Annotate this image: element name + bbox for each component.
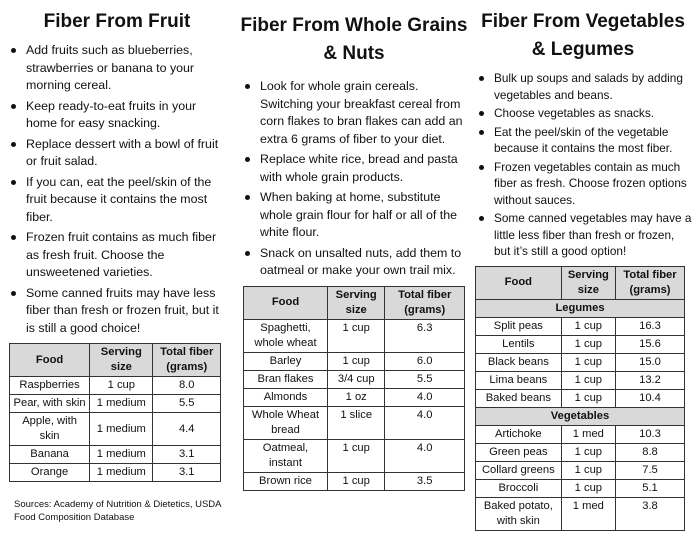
serving-cell: 1 medium — [90, 395, 153, 413]
table-row — [476, 389, 685, 407]
fruit-title: Fiber From Fruit — [43, 11, 191, 32]
header-serving: Serving size — [561, 266, 615, 299]
list-item: Some canned vegetables may have a little less fiber than fresh or frozen, but it’s still a good option! — [474, 210, 692, 260]
fiber-cell: 6.3 — [385, 319, 465, 352]
food-cell: Baked beans — [476, 389, 562, 407]
serving-cell: 1 cup — [327, 439, 384, 472]
section-row-legumes — [476, 299, 685, 317]
header-food: Food — [244, 286, 328, 319]
table-row — [476, 461, 685, 479]
fiber-cell: 3.1 — [153, 446, 221, 464]
header-food: Food — [10, 344, 90, 377]
fiber-cell: 5.5 — [385, 370, 465, 388]
food-cell: Green peas — [476, 443, 562, 461]
list-item: Frozen fruit contains as much fiber as fresh fruit. Choose the unsweetened varieties. — [6, 229, 228, 282]
fruit-tips-list — [6, 42, 228, 337]
header-serving: Serving size — [327, 286, 384, 319]
table-row — [10, 377, 221, 395]
table-row — [244, 472, 465, 490]
food-cell: Banana — [10, 446, 90, 464]
header-food: Food — [476, 266, 562, 299]
food-cell: Almonds — [244, 388, 328, 406]
table-row — [476, 425, 685, 443]
header-serving: Serving size — [90, 344, 153, 377]
food-cell: Brown rice — [244, 472, 328, 490]
table-row — [476, 479, 685, 497]
list-item: Frozen vegetables contain as much fiber as fresh. Choose frozen options without sauces. — [474, 159, 692, 209]
table-row — [244, 370, 465, 388]
serving-cell: 1 med — [561, 497, 615, 530]
sources-note: Sources: Academy of Nutrition & Dietetics, USDA Food Composition Database — [14, 499, 221, 523]
list-item: Snack on unsalted nuts, add them to oatmeal or make your own trail mix. — [240, 245, 468, 280]
list-item: If you can, eat the peel/skin of the fruit because it contains the most fiber. — [6, 174, 228, 227]
fiber-cell: 7.5 — [616, 461, 685, 479]
list-item: Keep ready-to-eat fruits in your home for easy snacking. — [6, 98, 228, 133]
fiber-cell: 3.1 — [153, 464, 221, 482]
header-fiber: Total fiber (grams) — [385, 286, 465, 319]
food-cell: Split peas — [476, 317, 562, 335]
serving-cell: 1 cup — [561, 353, 615, 371]
list-item: When baking at home, substitute whole grain flour for half or all of the white flour. — [240, 189, 468, 242]
food-cell: Lima beans — [476, 371, 562, 389]
table-header-row — [10, 344, 221, 377]
serving-cell: 1 cup — [561, 317, 615, 335]
grains-fiber-table — [243, 286, 465, 491]
grains-title: Fiber From Whole Grains & Nuts — [240, 15, 468, 64]
serving-cell: 1 cup — [90, 377, 153, 395]
section-row-vegetables — [476, 407, 685, 425]
table-row — [476, 353, 685, 371]
header-fiber: Total fiber (grams) — [616, 266, 685, 299]
food-cell: Pear, with skin — [10, 395, 90, 413]
fiber-cell: 13.2 — [616, 371, 685, 389]
table-row — [476, 317, 685, 335]
food-cell: Collard greens — [476, 461, 562, 479]
serving-cell: 1 medium — [90, 464, 153, 482]
fiber-cell: 4.0 — [385, 406, 465, 439]
table-row — [244, 406, 465, 439]
table-header-row — [244, 286, 465, 319]
table-row — [476, 443, 685, 461]
table-row — [10, 413, 221, 446]
fiber-cell: 15.6 — [616, 335, 685, 353]
food-cell: Barley — [244, 352, 328, 370]
fiber-cell: 16.3 — [616, 317, 685, 335]
serving-cell: 1 cup — [561, 461, 615, 479]
serving-cell: 1 cup — [561, 371, 615, 389]
list-item: Bulk up soups and salads by adding vegetables and beans. — [474, 70, 692, 103]
serving-cell: 1 oz — [327, 388, 384, 406]
serving-cell: 1 slice — [327, 406, 384, 439]
table-row — [476, 497, 685, 530]
fiber-cell: 10.3 — [616, 425, 685, 443]
vegetables-tips-list — [474, 70, 692, 260]
serving-cell: 1 medium — [90, 446, 153, 464]
table-header-row — [476, 266, 685, 299]
food-cell: Artichoke — [476, 425, 562, 443]
fiber-cell: 5.5 — [153, 395, 221, 413]
fiber-cell: 4.0 — [385, 439, 465, 472]
fiber-cell: 4.4 — [153, 413, 221, 446]
fiber-cell: 15.0 — [616, 353, 685, 371]
grains-tips-list — [240, 78, 468, 280]
header-fiber: Total fiber (grams) — [153, 344, 221, 377]
food-cell: Orange — [10, 464, 90, 482]
table-row — [10, 464, 221, 482]
serving-cell: 1 cup — [327, 319, 384, 352]
fiber-cell: 8.0 — [153, 377, 221, 395]
food-cell: Baked potato, with skin — [476, 497, 562, 530]
food-cell: Lentils — [476, 335, 562, 353]
fiber-cell: 3.5 — [385, 472, 465, 490]
table-row — [244, 439, 465, 472]
serving-cell: 1 cup — [561, 335, 615, 353]
table-row — [10, 446, 221, 464]
table-row — [244, 388, 465, 406]
section-label: Legumes — [476, 299, 685, 317]
list-item: Replace dessert with a bowl of fruit or fruit salad. — [6, 136, 228, 171]
fruit-fiber-table — [9, 343, 221, 482]
grains-column — [240, 0, 468, 491]
vegetables-fiber-table — [475, 266, 685, 531]
list-item: Some canned fruits may have less fiber than fresh or frozen fruit, but it is still a good choice! — [6, 285, 228, 338]
serving-cell: 1 cup — [561, 443, 615, 461]
fruit-column — [6, 0, 228, 524]
serving-cell: 1 cup — [327, 352, 384, 370]
table-row — [476, 335, 685, 353]
food-cell: Broccoli — [476, 479, 562, 497]
table-row — [476, 371, 685, 389]
table-row — [10, 395, 221, 413]
vegetables-title: Fiber From Vegetables & Legumes — [481, 11, 685, 60]
food-cell: Spaghetti, whole wheat — [244, 319, 328, 352]
section-label: Vegetables — [476, 407, 685, 425]
food-cell: Black beans — [476, 353, 562, 371]
serving-cell: 1 cup — [561, 389, 615, 407]
serving-cell: 1 cup — [327, 472, 384, 490]
serving-cell: 1 cup — [561, 479, 615, 497]
serving-cell: 1 medium — [90, 413, 153, 446]
table-row — [244, 352, 465, 370]
list-item: Choose vegetables as snacks. — [474, 105, 692, 122]
food-cell: Whole Wheat bread — [244, 406, 328, 439]
food-cell: Bran flakes — [244, 370, 328, 388]
food-cell: Oatmeal, instant — [244, 439, 328, 472]
serving-cell: 1 med — [561, 425, 615, 443]
food-cell: Apple, with skin — [10, 413, 90, 446]
fiber-cell: 10.4 — [616, 389, 685, 407]
fiber-cell: 4.0 — [385, 388, 465, 406]
vegetables-column — [474, 0, 692, 531]
serving-cell: 3/4 cup — [327, 370, 384, 388]
fiber-cell: 5.1 — [616, 479, 685, 497]
list-item: Eat the peel/skin of the vegetable because it contains the most fiber. — [474, 124, 692, 157]
food-cell: Raspberries — [10, 377, 90, 395]
fiber-cell: 6.0 — [385, 352, 465, 370]
list-item: Look for whole grain cereals. Switching your breakfast cereal from corn flakes to bran flakes can add an extra 6 grams of fiber to your diet. — [240, 78, 468, 148]
fiber-cell: 8.8 — [616, 443, 685, 461]
table-row — [244, 319, 465, 352]
list-item: Add fruits such as blueberries, strawberries or banana to your morning cereal. — [6, 42, 228, 95]
fiber-cell: 3.8 — [616, 497, 685, 530]
list-item: Replace white rice, bread and pasta with whole grain products. — [240, 151, 468, 186]
